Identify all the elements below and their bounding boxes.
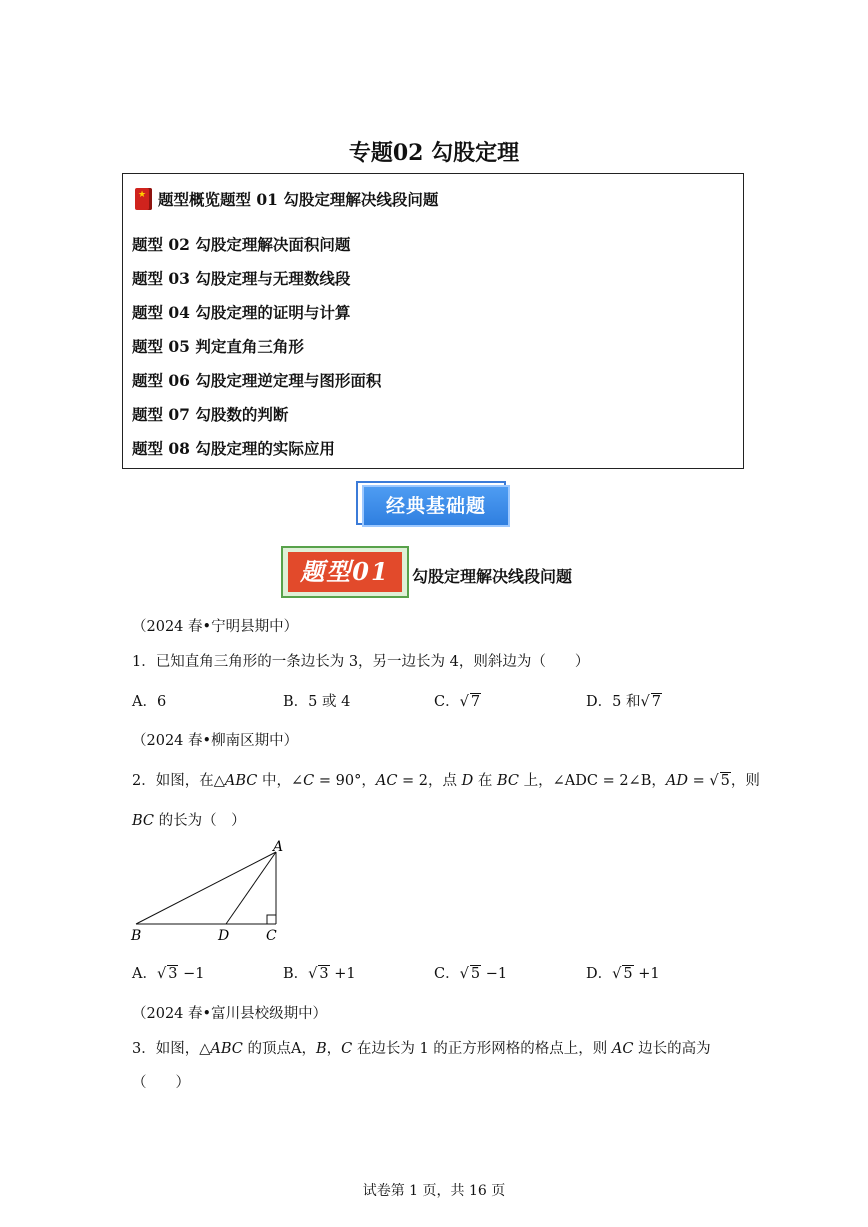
- type-heading: 勾股定理解决线段问题: [412, 567, 573, 586]
- toc-item[interactable]: 题型 08 勾股定理的实际应用: [132, 439, 335, 458]
- option-b[interactable]: B．√ 3 +1: [283, 966, 356, 982]
- toc-first-label: 题型概览题型 01 勾股定理解决线段问题: [158, 190, 439, 209]
- toc-item[interactable]: 题型 05 判定直角三角形: [132, 337, 304, 356]
- section-banner-label: 经典基础题: [362, 485, 510, 527]
- question-text: 3．如图，△ABC 的顶点A，B，C 在边长为 1 的正方形网格的格点上，则 AC 边长的高为: [132, 1041, 711, 1057]
- toc-item[interactable]: 题型 06 勾股定理逆定理与图形面积: [132, 371, 382, 390]
- option-b[interactable]: B．5 或 4: [283, 694, 351, 710]
- option-d[interactable]: D．√ 5 +1: [586, 966, 660, 982]
- question-text: 1．已知直角三角形的一条边长为 3，另一边长为 4，则斜边为（ ）: [132, 654, 590, 670]
- question-text: 2．如图，在△ABC 中，∠C = 90°，AC = 2，点 D 在 BC 上，∠ADC = 2∠B，AD = √ 5，则: [132, 773, 760, 789]
- vertex-label-c: C: [266, 928, 277, 944]
- toc-first-line: [135, 188, 438, 210]
- answer-brackets: （ ）: [132, 1075, 190, 1091]
- question-source: （2024 春•宁明县期中）: [132, 619, 299, 635]
- option-d[interactable]: D．5 和√ 7: [586, 694, 661, 710]
- toc-item[interactable]: 题型 04 勾股定理的证明与计算: [132, 303, 351, 322]
- page-title: 专题02 勾股定理: [348, 140, 520, 166]
- vertex-label-a: A: [273, 839, 284, 855]
- triangle-figure: [126, 838, 286, 946]
- vertex-label-b: B: [131, 928, 142, 944]
- option-a[interactable]: A．√ 3 −1: [132, 966, 205, 982]
- option-c[interactable]: C．√ 7: [434, 694, 481, 710]
- toc-item[interactable]: 题型 02 勾股定理解决面积问题: [132, 235, 351, 254]
- book-icon: [135, 188, 152, 210]
- vertex-label-d: D: [218, 928, 230, 944]
- page-footer: 试卷第 1 页，共 16 页: [362, 1183, 506, 1199]
- type-badge-label: 题型01: [288, 552, 402, 592]
- topic-overview-box: [122, 173, 744, 469]
- option-c[interactable]: C．√ 5 −1: [434, 966, 508, 982]
- toc-item[interactable]: 题型 07 勾股数的判断: [132, 405, 289, 424]
- question-text-cont: BC 的长为（ ）: [132, 813, 246, 829]
- question-source: （2024 春•柳南区期中）: [132, 733, 299, 749]
- section-banner: [356, 481, 510, 528]
- option-a[interactable]: A．6: [132, 694, 167, 710]
- type-badge: [281, 546, 411, 600]
- toc-item[interactable]: 题型 03 勾股定理与无理数线段: [132, 269, 351, 288]
- question-source: （2024 春•富川县校级期中）: [132, 1006, 328, 1022]
